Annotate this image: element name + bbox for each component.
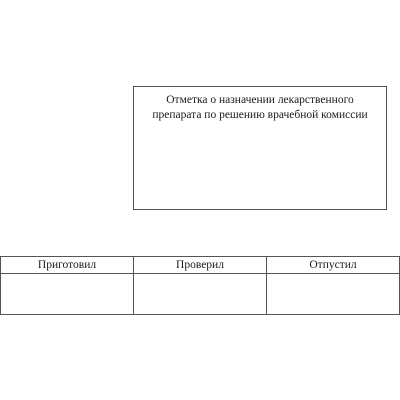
cell-prepared-signature[interactable]	[1, 274, 134, 315]
signature-table-header-row	[1, 257, 400, 274]
signature-table-row	[1, 274, 400, 315]
commission-note-line-1: Отметка о назначении лекарственного	[166, 94, 354, 106]
cell-checked-signature[interactable]	[134, 274, 267, 315]
signature-table	[0, 256, 400, 315]
cell-dispensed-signature[interactable]	[267, 274, 400, 315]
commission-note-line-2: препарата по решению врачебной комиссии	[152, 109, 368, 121]
header-prepared: Приготовил	[1, 257, 134, 274]
header-checked: Проверил	[134, 257, 267, 274]
commission-note-box	[133, 86, 387, 210]
header-dispensed: Отпустил	[267, 257, 400, 274]
